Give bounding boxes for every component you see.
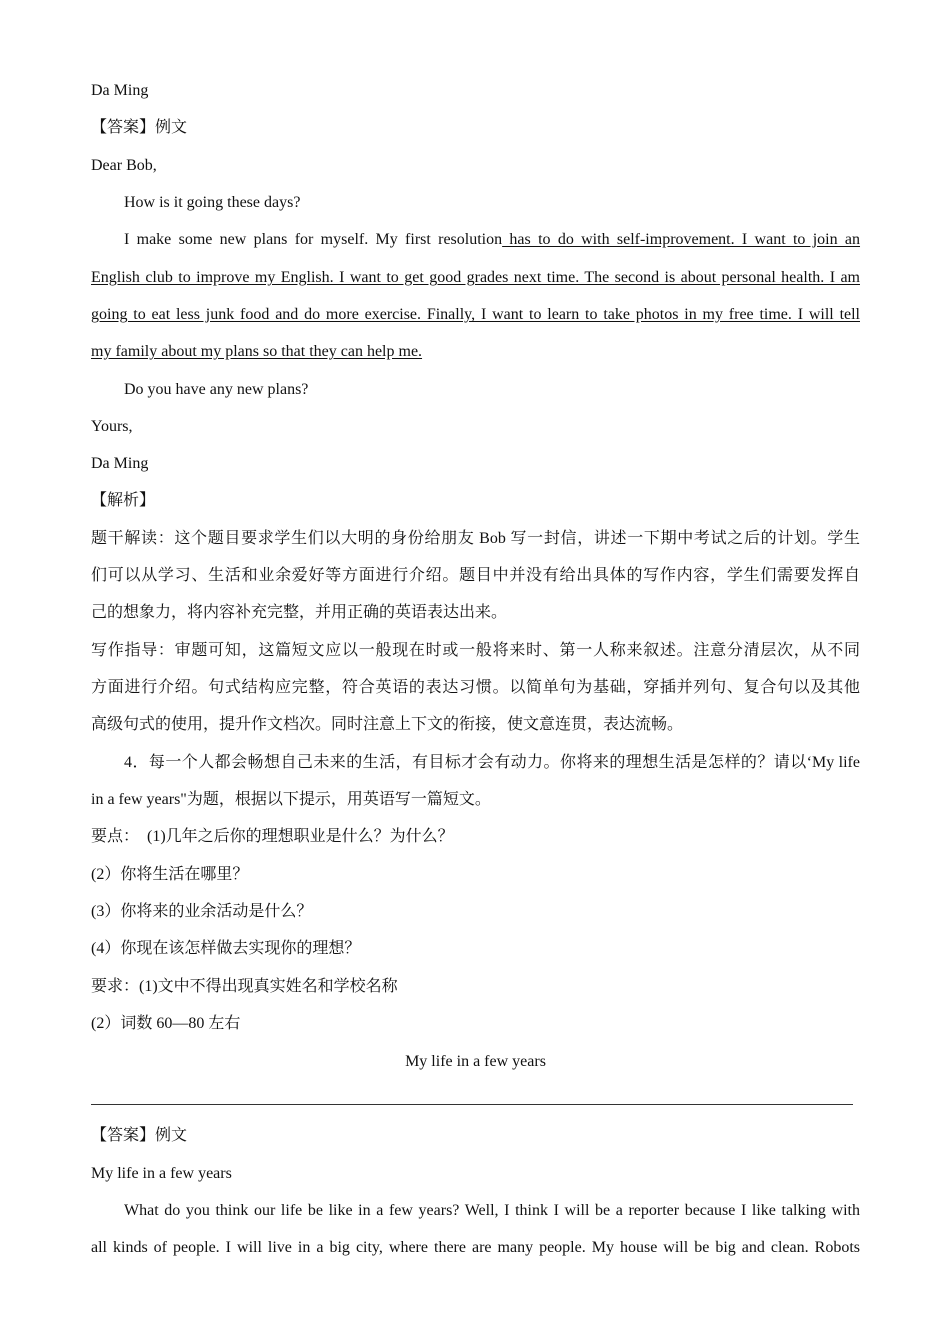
question-4-line-2: in a few years"为题，根据以下提示，用英语写一篇短文。 bbox=[91, 791, 491, 808]
question-4-point-4: (4）你现在该怎样做去实现你的理想？ bbox=[91, 940, 361, 957]
letter-paragraph-3: Do you have any new plans? bbox=[124, 381, 309, 398]
underlined-text: has to do with self-improvement. I want to join an bbox=[502, 231, 861, 248]
analysis-line-5: 方面进行介绍。句式结构应完整，符合英语的表达习惯。以简单句为基础，穿插并列句、复合句以及其他 bbox=[91, 679, 860, 696]
question-4-point-2: (2）你将生活在哪里？ bbox=[91, 866, 249, 883]
letter-paragraph-2-line-2: English club to improve my English. I want to get good grades next time. The second is about personal health. I am bbox=[91, 269, 860, 286]
question-4-requirement-1: 要求：(1)文中不得出现真实姓名和学校名称 bbox=[91, 978, 398, 995]
letter-signature: Da Ming bbox=[91, 455, 149, 472]
analysis-line-4: 写作指导：审题可知，这篇短文应以一般现在时或一般将来时、第一人称来叙述。注意分清层次，从不同 bbox=[91, 642, 860, 659]
question-4-point-1: 要点： (1)几年之后你的理想职业是什么？为什么？ bbox=[91, 828, 454, 845]
answer-2-title: My life in a few years bbox=[91, 1165, 232, 1182]
plain-text: I make some new plans for myself. My first resolution bbox=[124, 231, 503, 248]
top-signature: Da Ming bbox=[91, 82, 149, 99]
analysis-line-2: 们可以从学习、生活和业余爱好等方面进行介绍。题目中并没有给出具体的写作内容，学生们需要发挥自 bbox=[91, 567, 860, 584]
letter-paragraph-2-line-1 bbox=[124, 230, 860, 250]
letter-paragraph-1: How is it going these days? bbox=[124, 194, 301, 211]
analysis-line-1: 题干解读：这个题目要求学生们以大明的身份给朋友 Bob 写一封信，讲述一下期中考试之后的计划。学生 bbox=[91, 530, 860, 547]
analysis-line-3: 己的想象力，将内容补充完整，并用正确的英语表达出来。 bbox=[91, 604, 508, 621]
answer-label: 【答案】例文 bbox=[91, 119, 188, 136]
letter-closing: Yours, bbox=[91, 418, 133, 435]
question-4-requirement-2: (2）词数 60—80 左右 bbox=[91, 1015, 241, 1032]
answer-2-line-1: What do you think our life be like in a few years? Well, I think I will be a reporter because I like talking with bbox=[124, 1202, 860, 1219]
essay-title: My life in a few years bbox=[405, 1053, 546, 1070]
question-4-point-3: (3）你将来的业余活动是什么？ bbox=[91, 903, 313, 920]
analysis-label: 【解析】 bbox=[91, 492, 156, 509]
letter-paragraph-2-line-4: my family about my plans so that they can help me. bbox=[91, 343, 423, 360]
letter-paragraph-2-line-3: going to eat less junk food and do more exercise. Finally, I want to learn to take photos in my free time. I will tell bbox=[91, 306, 860, 323]
writing-line bbox=[91, 1104, 853, 1105]
answer-2-label: 【答案】例文 bbox=[91, 1127, 188, 1144]
letter-greeting: Dear Bob, bbox=[91, 157, 157, 174]
question-4-line-1: 4．每一个人都会畅想自己未来的生活，有目标才会有动力。你将来的理想生活是怎样的？请以‘My life bbox=[124, 754, 860, 771]
analysis-line-6: 高级句式的使用，提升作文档次。同时注意上下文的衔接，使文意连贯，表达流畅。 bbox=[91, 716, 684, 733]
answer-2-line-2: all kinds of people. I will live in a big city, where there are many people. My house will be big and clean. Robots bbox=[91, 1239, 860, 1256]
